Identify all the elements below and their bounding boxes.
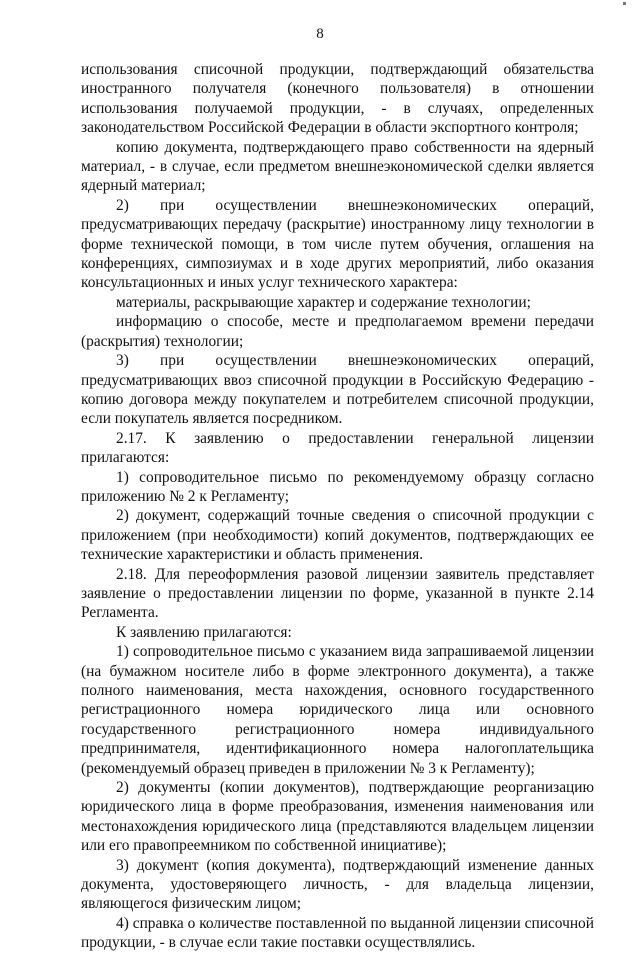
paragraph: 1) сопроводительное письмо по рекомендуемому образцу согласно приложению № 2 к Регламенту; — [81, 468, 594, 505]
paragraph: информацию о способе, месте и предполагаемом времени передачи (раскрытия) технологии; — [81, 313, 594, 350]
paragraph: 2) документ, содержащий точные сведения о списочной продукции с приложением (при необходимости) копий документов, подтверждающих ее технические характеристики и область применения. — [81, 507, 594, 564]
paragraph: К заявлению прилагаются: — [116, 623, 292, 641]
paragraph: 3) документ (копия документа), подтверждающий изменение данных документа, удостоверяющего личность, - для владельца лицензии, являющегося физическим лицом; — [81, 856, 594, 913]
paragraph-continuation: использования списочной продукции, подтверждающий обязательства иностранного получателя (конечного пользователя) в отношении использования получаемой продукции, - в случаях, определенных законодательством Российской Федерации в области экспортного контроля; — [81, 61, 594, 137]
page-number: 8 — [316, 26, 324, 42]
paragraph: 3) при осуществлении внешнеэкономических операций, предусматривающих ввоз списочной продукции в Российскую Федерацию - копию договора между покупателем и потребителем списочной продукции, если покупатель является посредником. — [81, 352, 594, 428]
section-heading-2-17: 2.17. К заявлению о предоставлении генеральной лицензии прилагаются: — [81, 429, 594, 467]
document-body — [81, 60, 594, 953]
paragraph: 4) справка о количестве поставленной по выданной лицензии списочной продукции, - в случае если такие поставки осуществлялись. — [81, 914, 594, 952]
paragraph: 2) при осуществлении внешнеэкономических операций, предусматривающих передачу (раскрытие) иностранному лицу технологии в форме технической помощи, в том числе путем обучения, оглашения на конференциях, симпозиумах и в ходе других мероприятий, либо оказания консультационных и иных услуг технического характера: — [81, 196, 594, 292]
paragraph: 1) сопроводительное письмо с указанием вида запрашиваемой лицензии (на бумажном носителе либо в форме электронного документа), а также полного наименования, места нахождения, основного государственного регистрационного номера юридического лица или основного государственного регистрационного номера индивидуального предпринимателя, идентификационного номера налогоплательщика (рекомендуемый образец приведен в приложении № 3 к Регламенту); — [81, 643, 594, 777]
paragraph: 2) документы (копии документов), подтверждающие реорганизацию юридического лица в форме преобразования, изменения наименования или местонахождения юридического лица (представляются владельцем лицензии или его правопреемником по собственной инициативе); — [81, 779, 594, 855]
section-heading-2-18: 2.18. Для переоформления разовой лицензии заявитель представляет заявление о предоставлении лицензии по форме, указанной в пункте 2.14 Регламента. — [81, 565, 594, 622]
paragraph: материалы, раскрывающие характер и содержание технологии; — [116, 293, 531, 311]
scan-mark — [623, 2, 626, 5]
paragraph: копию документа, подтверждающего право собственности на ядерный материал, - в случае, если предметом внешнеэкономической сделки является ядерный материал; — [81, 138, 594, 195]
